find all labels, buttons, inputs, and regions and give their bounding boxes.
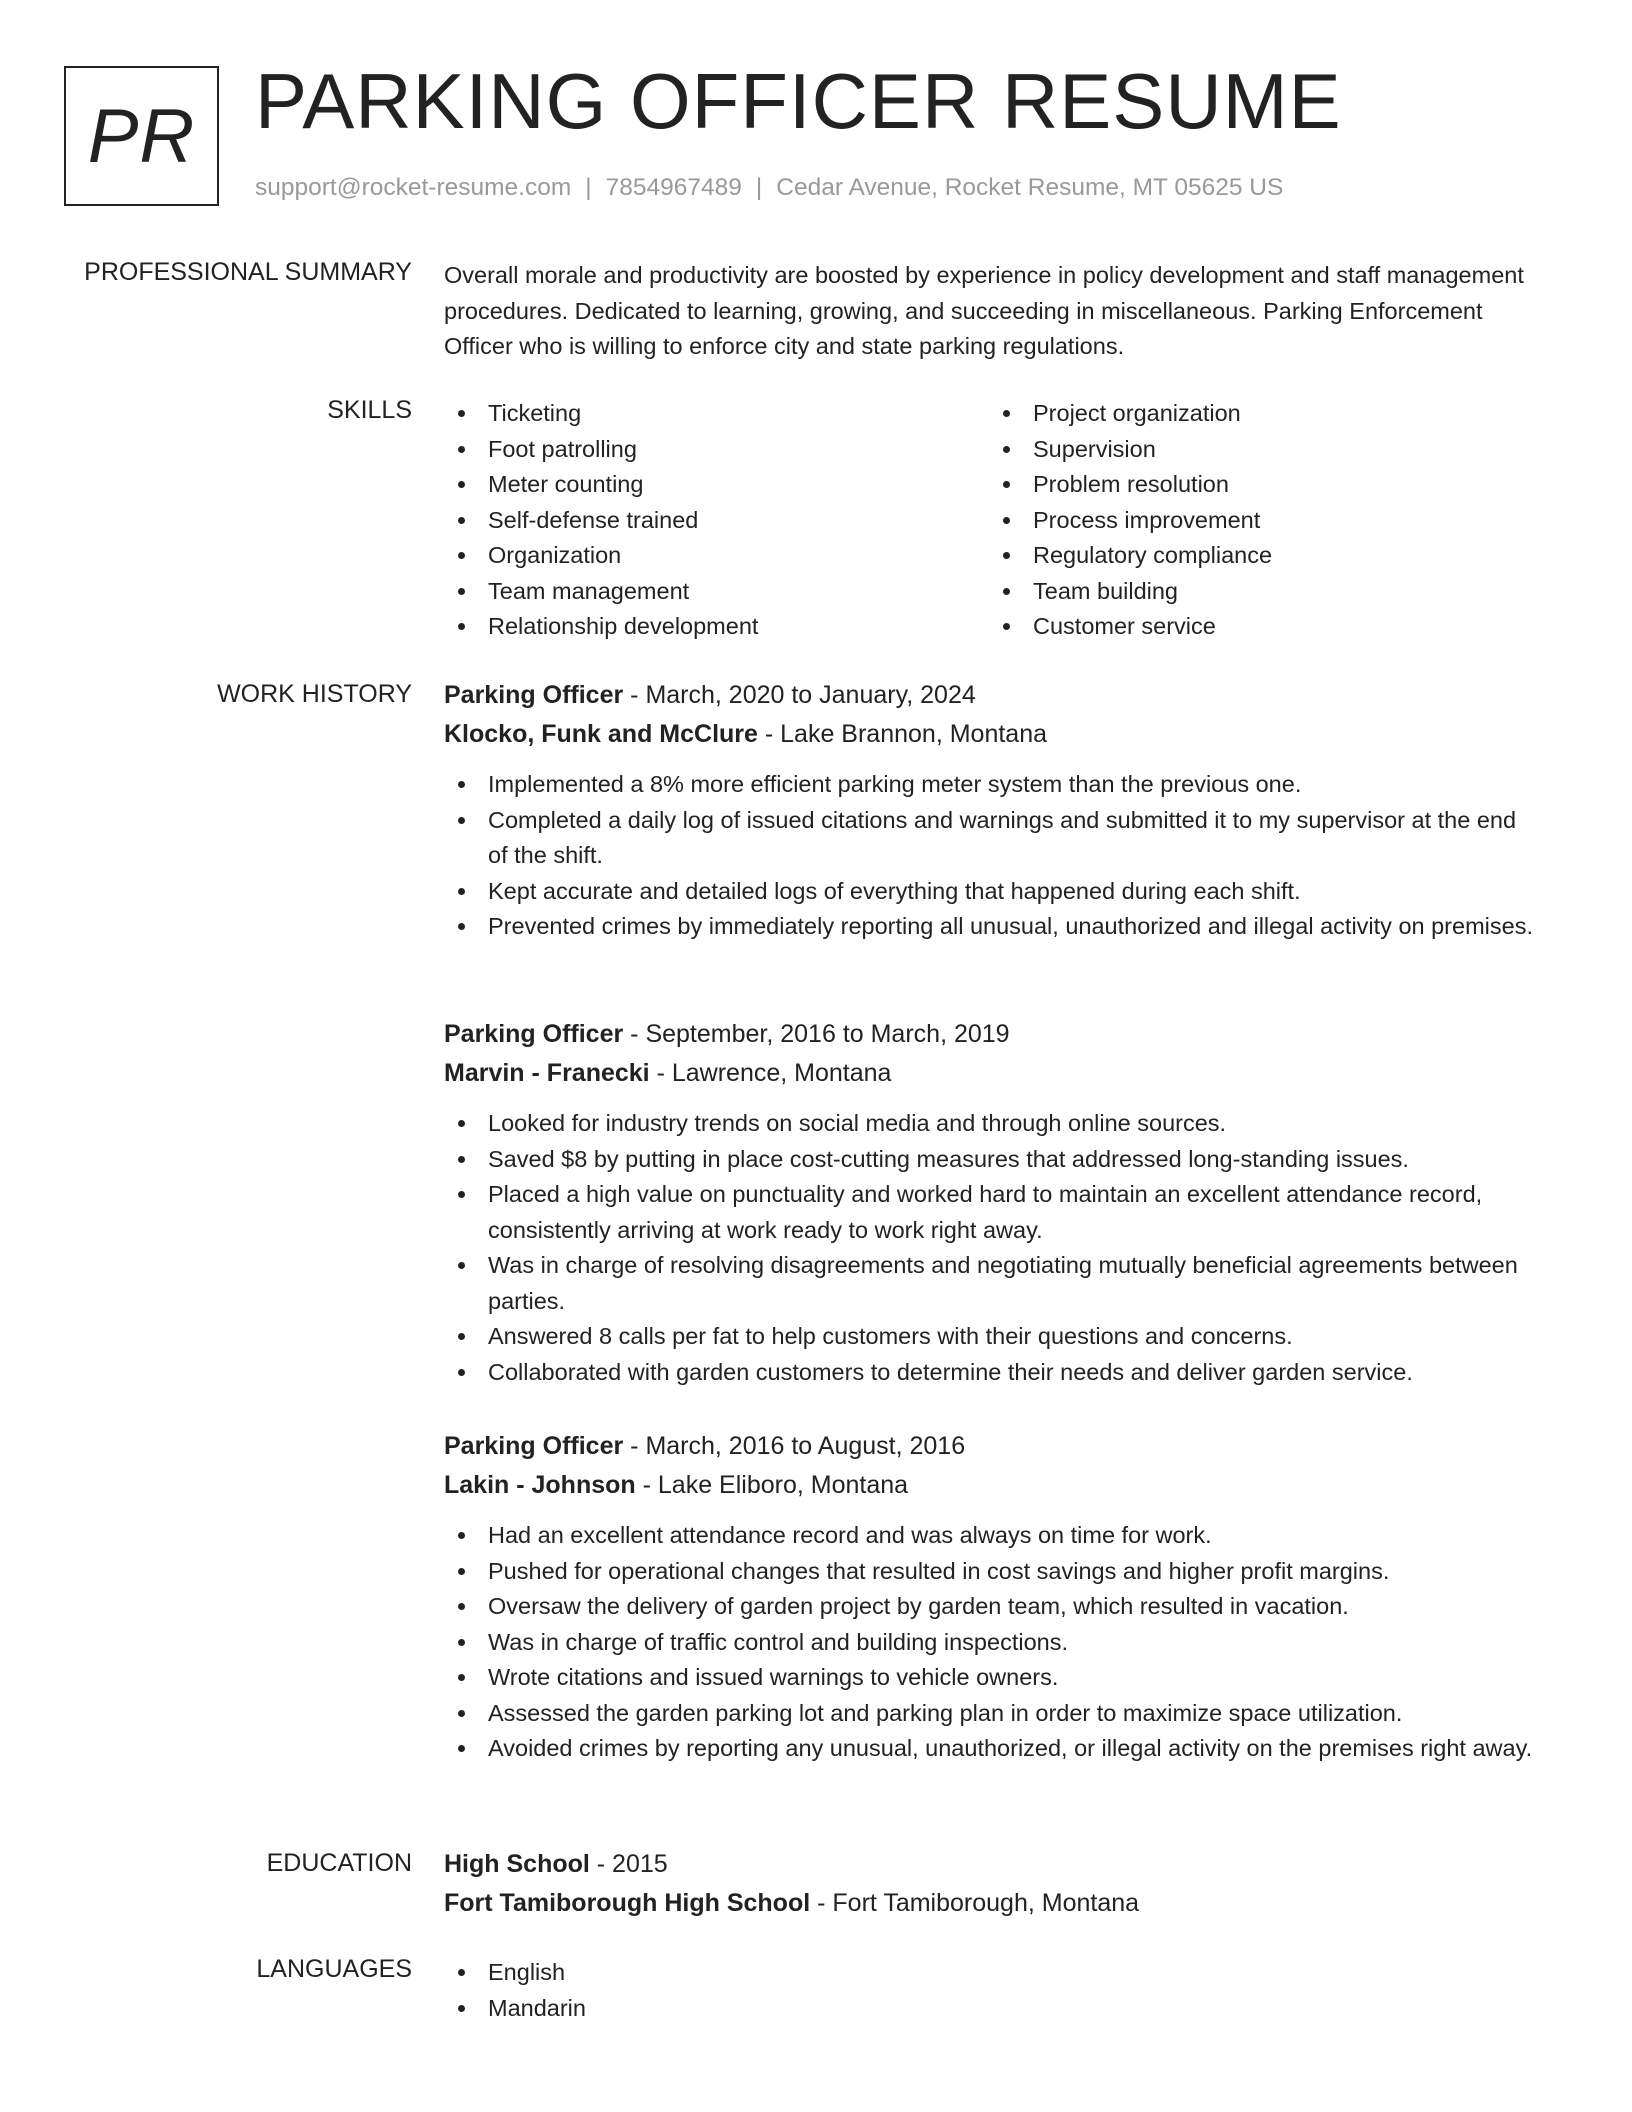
contact-phone: 7854967489	[605, 174, 742, 201]
list-item: English	[444, 1955, 1534, 1991]
skills-list-right	[989, 396, 1534, 645]
list-item: Mandarin	[444, 1991, 1534, 2027]
resume-title: PARKING OFFICER RESUME	[255, 57, 1342, 145]
list-item: Regulatory compliance	[989, 538, 1534, 574]
contact-address: Cedar Avenue, Rocket Resume, MT 05625 US	[776, 174, 1284, 201]
job-dates: - September, 2016 to March, 2019	[623, 1020, 1010, 1048]
list-item: Placed a high value on punctuality and worked hard to maintain an excellent attendance record, consistently arriving at work ready to work right away.	[444, 1177, 1534, 1248]
job-company: Klocko, Funk and McClure	[444, 719, 758, 748]
job-entry-1	[444, 676, 1534, 945]
list-item: Saved $8 by putting in place cost-cutting measures that addressed long-standing issues.	[444, 1142, 1534, 1178]
list-item: Oversaw the delivery of garden project by garden team, which resulted in vacation.	[444, 1589, 1534, 1625]
list-item: Implemented a 8% more efficient parking meter system than the previous one.	[444, 767, 1534, 803]
monogram-logo: PR	[64, 66, 219, 206]
list-item: Had an excellent attendance record and was always on time for work.	[444, 1518, 1534, 1554]
education-year: - 2015	[589, 1850, 668, 1878]
list-item: Assessed the garden parking lot and parking plan in order to maximize space utilization.	[444, 1696, 1534, 1732]
list-item: Foot patrolling	[444, 432, 989, 468]
job-location: - Lake Brannon, Montana	[757, 719, 1048, 748]
list-item: Pushed for operational changes that resulted in cost savings and higher profit margins.	[444, 1554, 1534, 1590]
job-location: - Lake Eliboro, Montana	[635, 1470, 909, 1499]
list-item: Completed a daily log of issued citations and warnings and submitted it to my supervisor at the end of the shift.	[444, 803, 1534, 874]
list-item: Prevented crimes by immediately reporting all unusual, unauthorized and illegal activity on premises.	[444, 909, 1534, 945]
job-company: Marvin - Franecki	[444, 1058, 650, 1087]
job-title-line	[444, 1427, 1534, 1466]
list-item: Ticketing	[444, 396, 989, 432]
summary-body	[444, 258, 1534, 365]
list-item: Meter counting	[444, 467, 989, 503]
job-company: Lakin - Johnson	[444, 1470, 636, 1499]
list-item: Collaborated with garden customers to determine their needs and deliver garden service.	[444, 1355, 1534, 1391]
section-title-education: EDUCATION	[266, 1849, 412, 1877]
contact-email: support@rocket-resume.com	[255, 174, 572, 201]
list-item: Self-defense trained	[444, 503, 989, 539]
section-title-skills: SKILLS	[327, 396, 412, 424]
skills-body	[444, 396, 1534, 645]
job-company-line	[444, 1466, 1534, 1505]
education-location: - Fort Tamiborough, Montana	[810, 1888, 1140, 1917]
job-title-line	[444, 1015, 1534, 1054]
contact-separator: |	[585, 174, 592, 201]
skills-columns	[444, 396, 1534, 645]
list-item: Was in charge of traffic control and building inspections.	[444, 1625, 1534, 1661]
job-dates: - March, 2020 to January, 2024	[623, 681, 976, 709]
job-company-line	[444, 1054, 1534, 1093]
list-item: Supervision	[989, 432, 1534, 468]
job-role: Parking Officer	[444, 1432, 624, 1460]
education-school-line	[444, 1884, 1534, 1923]
education-body	[444, 1845, 1534, 1922]
list-item: Answered 8 calls per fat to help customers with their questions and concerns.	[444, 1319, 1534, 1355]
contact-separator: |	[755, 174, 763, 201]
section-title-languages: LANGUAGES	[256, 1955, 412, 1983]
summary-text: Overall morale and productivity are boosted by experience in policy development and staff management procedures. Dedicated to learning, growing, and succeeding in miscellaneous. Parking Enforcement Officer who is willing to enforce city and state parking regulations.	[444, 262, 1524, 359]
list-item: Looked for industry trends on social media and through online sources.	[444, 1106, 1534, 1142]
skills-list-left	[444, 396, 989, 645]
job-role: Parking Officer	[444, 1020, 624, 1048]
education-degree-line	[444, 1845, 1534, 1884]
education-degree: High School	[444, 1850, 590, 1878]
section-title-summary: PROFESSIONAL SUMMARY	[84, 258, 412, 286]
list-item: Organization	[444, 538, 989, 574]
job-company-line	[444, 715, 1534, 754]
job-dates: - March, 2016 to August, 2016	[623, 1432, 966, 1460]
languages-list	[444, 1955, 1534, 2026]
education-school: Fort Tamiborough High School	[444, 1888, 811, 1917]
list-item: Wrote citations and issued warnings to vehicle owners.	[444, 1660, 1534, 1696]
list-item: Avoided crimes by reporting any unusual, unauthorized, or illegal activity on the premises right away.	[444, 1731, 1534, 1767]
languages-body	[444, 1955, 1534, 2026]
job-bullets	[444, 767, 1534, 945]
list-item: Was in charge of resolving disagreements and negotiating mutually beneficial agreements between parties.	[444, 1248, 1534, 1319]
list-item: Project organization	[989, 396, 1534, 432]
list-item: Customer service	[989, 609, 1534, 645]
section-title-work-history: WORK HISTORY	[217, 680, 412, 708]
list-item: Team management	[444, 574, 989, 610]
job-location: - Lawrence, Montana	[649, 1058, 892, 1087]
job-bullets	[444, 1106, 1534, 1390]
job-title-line	[444, 676, 1534, 715]
list-item: Problem resolution	[989, 467, 1534, 503]
job-entry-3	[444, 1427, 1534, 1767]
job-role: Parking Officer	[444, 681, 624, 709]
list-item: Relationship development	[444, 609, 989, 645]
list-item: Team building	[989, 574, 1534, 610]
list-item: Process improvement	[989, 503, 1534, 539]
job-entry-2	[444, 1015, 1534, 1390]
list-item: Kept accurate and detailed logs of everything that happened during each shift.	[444, 874, 1534, 910]
contact-line	[255, 174, 1283, 202]
job-bullets	[444, 1518, 1534, 1767]
